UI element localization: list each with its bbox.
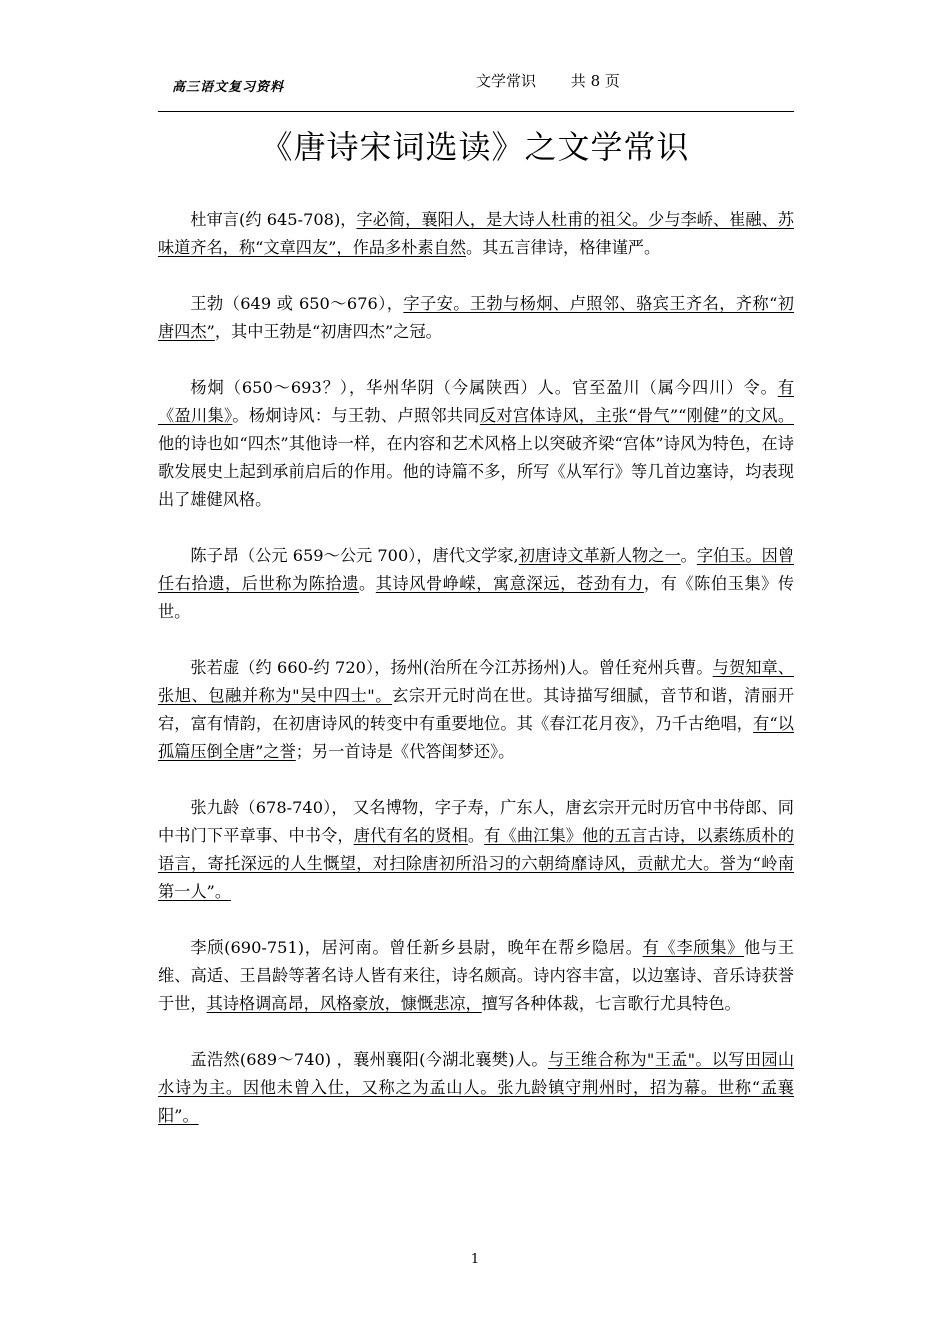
header-series-label: 高三语文复习资料 xyxy=(172,80,285,95)
document-title: 《唐诗宋词选读》之文学常识 xyxy=(260,128,690,166)
text-segment: ；另一首诗是《代答闺梦还》。 xyxy=(295,742,515,761)
paragraph xyxy=(158,794,794,906)
underlined-text: 字必简，襄阳人，是大诗人杜甫的祖父。少与李峤、崔融、苏味道齐名，称“文章四友”，作品多朴素自然 xyxy=(158,210,794,257)
paragraph xyxy=(158,542,794,626)
header-subject: 文学常识 xyxy=(476,72,537,90)
underlined-text: 有《曲江集》他的五言古诗，以素练质朴的语言，寄托深远的人生慨望，对扫除唐初所沿习的六朝绮靡诗风，贡献尤大。誉为“岭南第一人”。 xyxy=(158,826,795,901)
text-segment: 张若虚（约 660-约 720），扬州(治所在今江苏扬州)人。曾任兖州兵曹。 xyxy=(190,658,713,677)
underlined-text: 有《盈川集》 xyxy=(158,378,794,425)
underlined-text: 初唐诗文革新人物之一 xyxy=(518,546,681,565)
paragraph xyxy=(158,934,794,1018)
underlined-text: 有“以孤篇压倒全唐”之誉 xyxy=(158,714,794,761)
text-segment: 李颀(690-751)，居河南。曾任新乡县尉，晚年在帮乡隐居。 xyxy=(190,938,643,957)
text-segment: 。 xyxy=(359,574,376,593)
text-segment: 他的诗也如“四杰”其他诗一样，在内容和艺术风格上以突破齐梁“宫体”诗风为特色，在诗歌发展史上起到承前启后的作用。他的诗篇不多，所写《从军行》等几首边塞诗，均表现出了雄健风格。 xyxy=(158,434,794,509)
page-header xyxy=(158,68,794,112)
underlined-text: 反对宫体诗风，主张“骨气”“刚健”的文风。 xyxy=(479,406,795,425)
paragraph xyxy=(158,290,794,346)
text-segment: 他与王维、高适、王昌龄等著名诗人皆有来往，诗名颇高。诗内容丰富，以边塞诗、音乐诗获誉于世， xyxy=(158,938,795,1013)
header-page-count: 共 8 页 xyxy=(570,72,620,90)
text-segment: 玄宗开元时尚在世。其诗描写细腻，音节和谐，清丽开宕，富有情韵，在初唐诗风的转变中有重要地位。其《春江花月夜》，乃千古绝唱， xyxy=(158,686,795,733)
text-segment: 杨炯（650～693？），华州华阴（今属陕西）人。官至盈川（属今四川）令。 xyxy=(190,378,778,397)
text-segment: 陈子昂（公元 659～公元 700），唐代文学家, xyxy=(190,546,519,565)
text-segment: 杜审言(约 645-708)， xyxy=(190,210,357,229)
text-segment: 孟浩然(689～740) ，襄州襄阳(今湖北襄樊)人。 xyxy=(190,1050,548,1069)
underlined-text: 其诗风骨峥嵘，寓意深远，苍劲有力 xyxy=(375,574,644,593)
text-segment: ，其中王勃是“初唐四杰”之冠。 xyxy=(214,322,442,341)
text-segment: 。其五言律诗，格律谨严。 xyxy=(465,238,661,257)
underlined-text: 其诗格调高昂，风格豪放，慷慨悲凉， xyxy=(206,994,482,1013)
document-body xyxy=(158,206,794,1158)
underlined-text: 有《李颀集》 xyxy=(642,938,745,957)
paragraph xyxy=(158,374,794,514)
underlined-text: 字伯玉。因曾任右拾遗，后世称为陈拾遗 xyxy=(158,546,795,593)
underlined-text: 唐代有名的贤相 xyxy=(353,826,468,845)
underlined-text: 与贺知章、张旭、包融并称为"吴中四士"。 xyxy=(158,658,794,705)
header-rule xyxy=(158,111,794,112)
page-number: 1 xyxy=(470,1252,480,1267)
text-segment: 。 xyxy=(680,546,697,565)
text-segment: 。杨炯诗风：与王勃、卢照邻共同 xyxy=(232,406,480,425)
underlined-text: 与王维合称为"王孟"。以写田园山水诗为主。因他未曾入仕，又称之为孟山人。张九龄镇守荆州时，招为幕。世称“孟襄阳”。 xyxy=(158,1050,795,1125)
text-segment: 。 xyxy=(467,826,485,845)
header-info xyxy=(476,70,620,91)
text-segment: 擅写各种体裁，七言歌行尤具特色。 xyxy=(481,994,741,1013)
paragraph xyxy=(158,206,794,262)
text-segment: ，有《陈伯玉集》传世。 xyxy=(158,574,795,621)
paragraph xyxy=(158,654,794,766)
underlined-text: 字子安。王勃与杨炯、卢照邻、骆宾王齐名，齐称“初唐四杰” xyxy=(158,294,794,341)
paragraph xyxy=(158,1046,794,1130)
text-segment: 王勃（649 或 650～676）， xyxy=(190,294,404,313)
text-segment: 张九龄（678-740）， 又名博物，字子寿，广东人，唐玄宗开元时历官中书侍郎、同中书门下平章事、中书令， xyxy=(158,798,794,845)
